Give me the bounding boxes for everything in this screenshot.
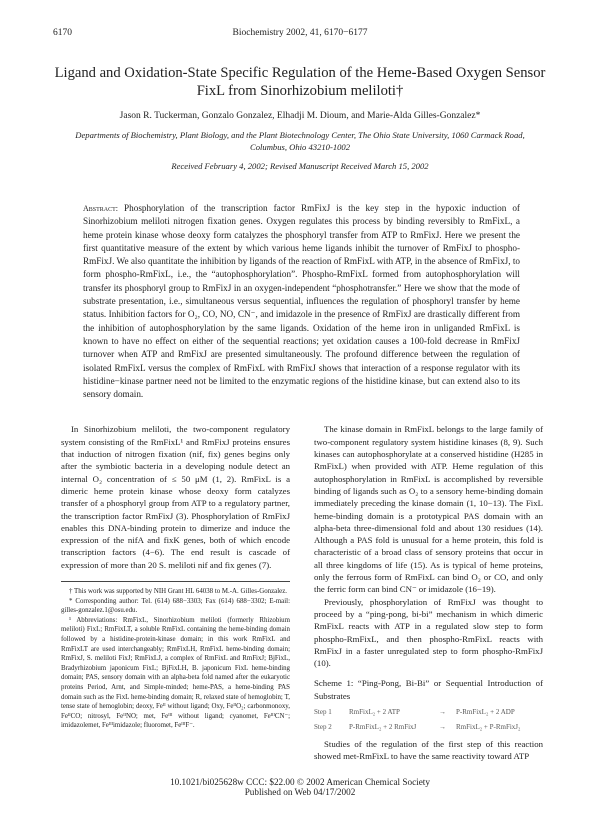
scheme-row	[314, 708, 543, 717]
abstract	[83, 202, 520, 401]
scheme-step: Step 2	[314, 722, 332, 731]
scheme-title: Scheme 1: “Ping-Pong, Bi-Bi” or Sequential Introduction of Substrates	[314, 678, 543, 701]
scheme-products: RmFixL₂ + P-RmFixJ₂	[456, 722, 521, 731]
body-columns	[61, 423, 543, 762]
page-number: 6170	[53, 28, 72, 38]
scheme-products: P-RmFixL₂ + 2 ADP	[456, 707, 515, 716]
author-list: Jason R. Tuckerman, Gonzalo Gonzalez, Elhadji M. Dioum, and Marie-Alda Gilles-Gonzalez*	[119, 111, 481, 121]
scheme-row	[314, 723, 543, 732]
scheme-arrow: →	[439, 707, 446, 716]
abstract-text: Phosphorylation of the transcription factor RmFixJ is the key step in the hypoxic induction of Sinorhizobium meliloti nitrogen fixation genes. Oxygen regulates this process by binding reversibly to RmFixL, a heme protein kinase whose deoxy form catalyzes the phosphoryl transfer from ATP to RmFixJ. Here we present the first quantitative measure of the extent by which various heme ligands inhibit the turnover of RmFixJ to phospho-RmFixJ. We also quantitate the inhibition by ligands of the reaction of RmFixL with ATP, in the absence of RmFixJ, to form phospho-RmFixL, i.e., the “autophosphorylation”. Phospho-RmFixL formed from autophosphorylation will transfer its phosphoryl group to RmFixJ in an oxygen-independent “phosphotransfer.” Here we show that the mode of substrate presentation, i.e., simultaneous versus sequential, influences the regulation of phosphoryl transfer by heme status. Inhibition factors for O₂, CO, NO, CN⁻, and imidazole in the presence of RmFixJ are drastically different from the inhibition of autophosphorylation by the same ligands. Oxidation of the heme iron in unliganded RmFixL is known to have no effect on either of the sequential reactions; yet oxidation causes a 100-fold decrease in RmFixJ turnover when ATP and RmFixJ are presented simultaneously. The profound difference between the regulation of isolated RmFixL versus the complex of RmFixL with RmFixJ shows that interaction of a response regulator with its histidine−kinase partner need not be limited to the enzymatic regions of the histidine kinase, but can extend also to its sensory domain.	[83, 203, 520, 400]
left-column	[61, 423, 290, 730]
scheme-arrow: →	[439, 722, 446, 731]
published-date: Published on Web 04/17/2002	[244, 787, 356, 798]
scheme-step: Step 1	[314, 707, 332, 716]
footnote-corresponding: * Corresponding author: Tel. (614) 688−3303; Fax (614) 688−3302; E-mail: gilles-gonzalez.1@osu.edu.	[61, 597, 290, 615]
scheme-reactants: RmFixL₂ + 2 ATP	[349, 707, 400, 716]
footnote-abbreviations: ¹ Abbreviations: RmFixL, Sinorhizobium meliloti (formerly Rhizobium meliloti) FixL; RmFixLT, a soluble RmFixL containing the heme-binding domain followed by a histidine-protein-kinase domain; in this work RmFixL and RmFixLT are used interchangeably; RmFixLH, RmFixL heme-binding domain; RmFixJ, S. meliloti FixJ; RmFixLJ, a complex of RmFixL and RmFixJ; BjFixL, Bradyrhizobium japonicum FixL; BjFixLH, B. japonicum FixL heme-binding domain; PAS, sensory domain with an alpha-beta fold named after the eukaryotic proteins Period, Arnt, and Simple-minded; heme-PAS, a heme-binding PAS domain such as the FixL heme-binding domain; R, relaxed state of hemoglobin; T, tense state of hemoglobin; deoxy, Feᴵᴵ without ligand; Oxy, FeᴵᴵO₂; carbonmonoxy, FeᴵᴵCO; nitrosyl, FeᴵᴵNO; met, Feᴵᴵᴵ without ligand; cyanomet, FeᴵᴵᴵCN⁻; imidazolemet, Feᴵᴵᴵimidazole; fluoromet, FeᴵᴵᴵF⁻.	[61, 616, 290, 730]
journal-citation: Biochemistry 2002, 41, 6170−6177	[232, 28, 368, 38]
abstract-label: Abstract:	[83, 204, 119, 213]
intro-paragraph: In Sinorhizobium meliloti, the two-component regulatory system consisting of the RmFixL¹ and RmFixJ proteins ensures that induction of nitrogen fixation (nif, fix) genes begins only after the symbiotic bacteria in a developing nodule detect an internal O₂ concentration of ≤ 50 μM (1, 2). RmFixL is a dimeric heme protein kinase whose deoxy form catalyzes transfer of a phosphoryl group from ATP to a regulatory partner, the transcription factor RmFixJ (3). Phosphorylation of RmFixJ enables this DNA-binding protein to dimerize and induce the expression of the nifA and fixK genes, both of which encode transcription factors (4−6). The end result is cascade of expression of more than 20 S. meliloti nif and fix genes (7).	[61, 424, 290, 570]
footnote-divider	[61, 581, 290, 582]
doi-line: 10.1021/bi025628w CCC: $22.00 © 2002 American Chemical Society	[170, 776, 430, 787]
right-column	[314, 423, 543, 762]
scheme-reactants: P-RmFixL₂ + 2 RmFixJ	[349, 722, 417, 731]
footer	[0, 777, 600, 798]
body-paragraph: The kinase domain in RmFixL belongs to the large family of two-component regulatory system histidine kinases (8, 9). Such kinases can autophosphorylate at a conserved histidine (H285 in RmFixL) when provided with ATP. Heme regulation of this autophosphorylation in RmFixL is accomplished by reversible binding of ligands such as O₂ to a sensory heme-binding domain immediately preceding the kinase domain (1, 10−13). The FixL heme-binding domain is a prototypical PAS domain with an alpha-beta three-dimensional fold and about 130 residues (14). Although a PAS fold is unusual for a heme protein, this fold is characteristic of a broad class of sensory proteins that occur in all three kingdoms of life (15). As is typical of heme proteins, only the ferrous form of RmFixL can bind O₂ or CO, and only the ferric form can bind CN⁻ or imidazole (16−19).	[314, 424, 543, 595]
body-paragraph: Studies of the regulation of the first step of this reaction showed met-RmFixL to have the same reactivity toward ATP	[314, 738, 543, 762]
received-dates: Received February 4, 2002; Revised Manuscript Received March 15, 2002	[171, 161, 429, 171]
footnote-funding: † This work was supported by NIH Grant HL 64038 to M.-A. Gilles-Gonzalez.	[69, 588, 287, 596]
running-header	[0, 28, 600, 42]
affiliation: Departments of Biochemistry, Plant Biology, and the Plant Biotechnology Center, The Ohio State University, 1060 Carmack Road, Columbus, Ohio 43210-1002	[75, 130, 525, 152]
article-title: Ligand and Oxidation-State Specific Regulation of the Heme-Based Oxygen Sensor FixL from Sinorhizobium meliloti†	[54, 65, 546, 99]
footnotes	[61, 587, 290, 731]
body-paragraph: Previously, phosphorylation of RmFixJ was thought to proceed by a “ping-pong, bi-bi” mechanism in which dimeric RmFixL reacts with ATP in a regulated slow step to form phospho-RmFixL, and then phospho-RmFixL reacts with RmFixJ in a faster unregulated step to form phospho-RmFixJ (10).	[314, 596, 543, 669]
